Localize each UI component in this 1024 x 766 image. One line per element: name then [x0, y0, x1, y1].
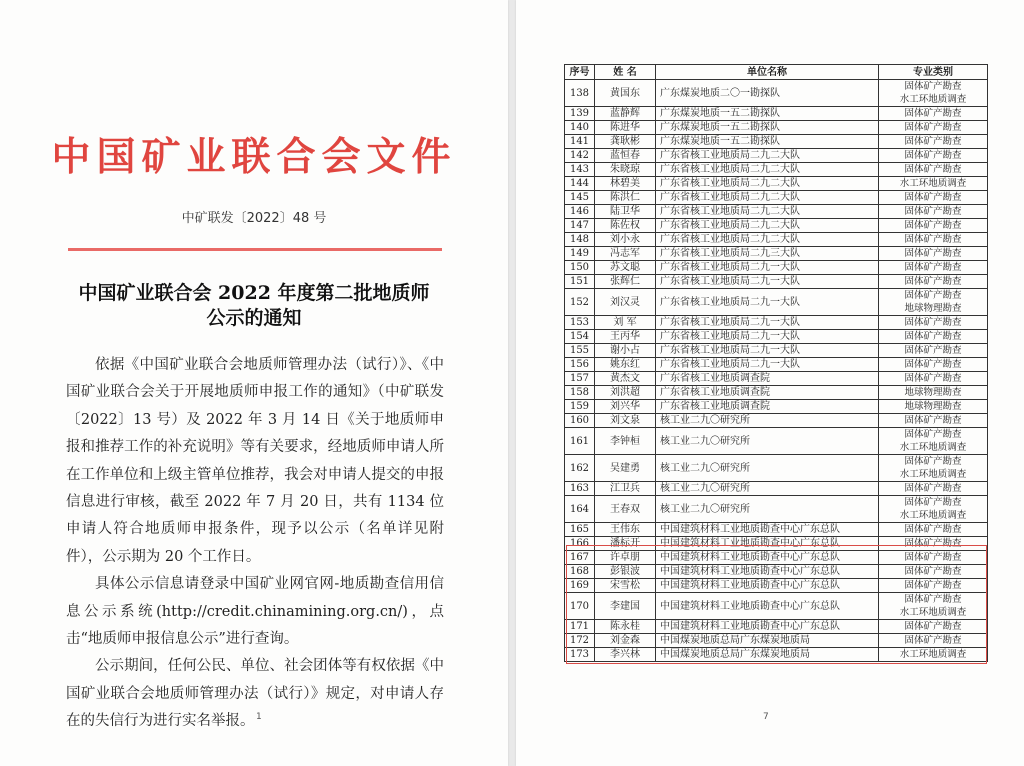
- category-label: 水工环地质调查: [899, 607, 967, 618]
- row-unit: 中国建筑材料工业地质勘查中心广东总队: [656, 565, 879, 579]
- row-name: 刘小永: [595, 233, 656, 247]
- row-category: [879, 191, 988, 205]
- row-serial: 157: [565, 372, 595, 386]
- row-serial: 171: [565, 620, 595, 634]
- category-label: 固体矿产勘查: [904, 497, 962, 508]
- row-name: 谢小占: [595, 344, 656, 358]
- row-serial: 159: [565, 400, 595, 414]
- row-name: 刘汉灵: [595, 289, 656, 316]
- row-serial: 139: [565, 107, 595, 121]
- category-label: 固体矿产勘查: [904, 524, 962, 535]
- row-unit: 广东省核工业地质局二九一大队: [656, 330, 879, 344]
- header-serial: 序号: [565, 65, 595, 80]
- row-name: 许卓朋: [595, 551, 656, 565]
- row-category: [879, 177, 988, 191]
- row-serial: 161: [565, 428, 595, 455]
- row-serial: 169: [565, 579, 595, 593]
- row-name: 冯志军: [595, 247, 656, 261]
- category-label: 水工环地质调查: [899, 442, 967, 453]
- category-label: 固体矿产勘查: [904, 290, 962, 301]
- category-label: 固体矿产勘查: [904, 248, 962, 259]
- row-serial: 138: [565, 80, 595, 107]
- header-unit: 单位名称: [656, 65, 879, 80]
- row-serial: 151: [565, 275, 595, 289]
- row-category: [879, 482, 988, 496]
- row-serial: 158: [565, 386, 595, 400]
- row-unit: 广东煤炭地质一五二勘探队: [656, 135, 879, 149]
- table-row: [565, 135, 988, 149]
- row-serial: 162: [565, 455, 595, 482]
- row-name: 刘金森: [595, 634, 656, 648]
- row-serial: 154: [565, 330, 595, 344]
- row-serial: 172: [565, 634, 595, 648]
- row-category: [879, 648, 988, 662]
- row-category: [879, 233, 988, 247]
- row-category: [879, 414, 988, 428]
- category-label: 固体矿产勘查: [904, 317, 962, 328]
- table-row: [565, 149, 988, 163]
- category-label: 固体矿产勘查: [904, 415, 962, 426]
- category-label: 水工环地质调查: [899, 178, 967, 189]
- row-category: [879, 261, 988, 275]
- row-serial: 170: [565, 593, 595, 620]
- row-category: [879, 593, 988, 620]
- row-unit: 广东省核工业地质局二九二大队: [656, 191, 879, 205]
- category-label: 固体矿产勘查: [904, 594, 962, 605]
- document-number: 中矿联发〔2022〕48 号: [181, 211, 327, 226]
- row-category: [879, 247, 988, 261]
- row-unit: 中国煤炭地质总局广东煤炭地质局: [656, 648, 879, 662]
- row-category: [879, 428, 988, 455]
- category-label: 固体矿产勘查: [904, 429, 962, 440]
- row-category: [879, 289, 988, 316]
- header-category: 专业类别: [879, 65, 988, 80]
- row-category: [879, 455, 988, 482]
- table-row: [565, 289, 988, 316]
- table-row: [565, 551, 988, 565]
- row-category: [879, 523, 988, 537]
- row-unit: 广东省核工业地质调查院: [656, 372, 879, 386]
- page-number: 1: [256, 712, 262, 722]
- row-name: 朱晓琼: [595, 163, 656, 177]
- row-name: 潘标开: [595, 537, 656, 551]
- row-name: 宋雪松: [595, 579, 656, 593]
- row-serial: 155: [565, 344, 595, 358]
- category-label: 地球物理勘查: [904, 387, 962, 398]
- roster-body: [565, 80, 988, 662]
- table-header-row: [565, 65, 988, 80]
- row-serial: 166: [565, 537, 595, 551]
- category-label: 固体矿产勘查: [904, 108, 962, 119]
- row-name: 陆卫华: [595, 205, 656, 219]
- row-category: [879, 537, 988, 551]
- row-serial: 143: [565, 163, 595, 177]
- category-label: 固体矿产勘查: [904, 164, 962, 175]
- row-unit: 广东煤炭地质二〇一勘探队: [656, 80, 879, 107]
- row-name: 李兴林: [595, 648, 656, 662]
- row-name: 张辉仁: [595, 275, 656, 289]
- table-row: [565, 261, 988, 275]
- category-label: 固体矿产勘查: [904, 331, 962, 342]
- row-serial: 168: [565, 565, 595, 579]
- row-name: 王伟东: [595, 523, 656, 537]
- table-row: [565, 428, 988, 455]
- row-name: 李建国: [595, 593, 656, 620]
- row-unit: 广东省核工业地质局二九二大队: [656, 233, 879, 247]
- roster-page-right: [516, 0, 1024, 766]
- row-name: 刘文泉: [595, 414, 656, 428]
- row-category: [879, 80, 988, 107]
- row-serial: 148: [565, 233, 595, 247]
- row-name: 苏文聪: [595, 261, 656, 275]
- row-category: [879, 386, 988, 400]
- row-category: [879, 219, 988, 233]
- category-label: 固体矿产勘查: [904, 580, 962, 591]
- row-serial: 153: [565, 316, 595, 330]
- category-label: 地球物理勘查: [904, 303, 962, 314]
- table-row: [565, 344, 988, 358]
- row-unit: 广东省核工业地质局二九一大队: [656, 289, 879, 316]
- row-serial: 149: [565, 247, 595, 261]
- row-serial: 152: [565, 289, 595, 316]
- row-unit: 广东省核工业地质局二九一大队: [656, 261, 879, 275]
- row-category: [879, 275, 988, 289]
- row-name: 王丙华: [595, 330, 656, 344]
- row-name: 蓝恒春: [595, 149, 656, 163]
- row-serial: 144: [565, 177, 595, 191]
- row-unit: 广东省核工业地质局二九二大队: [656, 149, 879, 163]
- category-label: 固体矿产勘查: [904, 220, 962, 231]
- category-label: 水工环地质调查: [899, 469, 967, 480]
- row-name: 李钟桓: [595, 428, 656, 455]
- row-category: [879, 149, 988, 163]
- table-row: [565, 80, 988, 107]
- body-paragraph: 具体公示信息请登录中国矿业网官网-地质勘查信用信息公示系统(http://credit.chinamining.org.cn/)，点击“地质师申报信息公示”进行查询。: [66, 576, 444, 648]
- category-label: 固体矿产勘查: [904, 81, 962, 92]
- table-row: [565, 275, 988, 289]
- table-row: [565, 177, 988, 191]
- table-row: [565, 372, 988, 386]
- category-label: 固体矿产勘查: [904, 456, 962, 467]
- row-name: 陈永桂: [595, 620, 656, 634]
- table-row: [565, 634, 988, 648]
- row-category: [879, 316, 988, 330]
- row-unit: 广东省核工业地质局二九二大队: [656, 205, 879, 219]
- table-row: [565, 191, 988, 205]
- row-category: [879, 121, 988, 135]
- row-name: 黄国东: [595, 80, 656, 107]
- geologist-roster-table: [564, 64, 988, 662]
- row-category: [879, 163, 988, 177]
- notice-page-left: [0, 0, 508, 766]
- row-category: [879, 400, 988, 414]
- row-category: [879, 107, 988, 121]
- row-name: 陈进华: [595, 121, 656, 135]
- category-label: 固体矿产勘查: [904, 359, 962, 370]
- category-label: 水工环地质调查: [899, 649, 967, 660]
- category-label: 水工环地质调查: [899, 510, 967, 521]
- row-unit: 中国建筑材料工业地质勘查中心广东总队: [656, 593, 879, 620]
- row-unit: 核工业二九〇研究所: [656, 482, 879, 496]
- row-unit: 广东省核工业地质局二九三大队: [656, 247, 879, 261]
- table-row: [565, 455, 988, 482]
- row-serial: 146: [565, 205, 595, 219]
- table-row: [565, 496, 988, 523]
- row-category: [879, 634, 988, 648]
- body-paragraph: 依据《中国矿业联合会地质师管理办法（试行）》、《中国矿业联合会关于开展地质师申报工作的通知》（中矿联发〔2022〕13 号）及 2022 年 3 月 14 日《关于地质师申报和推荐工作的补充说明》等有关要求，经地质师申请人所在工作单位和上级主管单位推荐，我会对申请人提交的申报信息进行审核，截至 2022 年 7 月 20 日，共有 1134 位申请人符合地质师申报条件，现予以公示（名单详见附件），公示期为 20 个工作日。: [66, 357, 444, 565]
- row-category: [879, 205, 988, 219]
- table-row: [565, 579, 988, 593]
- category-label: 固体矿产勘查: [904, 483, 962, 494]
- table-row: [565, 620, 988, 634]
- category-label: 固体矿产勘查: [904, 621, 962, 632]
- table-row: [565, 330, 988, 344]
- row-unit: 广东煤炭地质一五二勘探队: [656, 107, 879, 121]
- category-label: 固体矿产勘查: [904, 150, 962, 161]
- row-category: [879, 135, 988, 149]
- row-unit: 广东省核工业地质调查院: [656, 400, 879, 414]
- row-unit: 核工业二九〇研究所: [656, 428, 879, 455]
- org-document-header: 中国矿业联合会文件: [51, 134, 457, 180]
- category-label: 地球物理勘查: [904, 401, 962, 412]
- row-name: 龚耿彬: [595, 135, 656, 149]
- table-row: [565, 358, 988, 372]
- category-label: 固体矿产勘查: [904, 345, 962, 356]
- red-divider-rule: [68, 248, 442, 251]
- row-unit: 中国建筑材料工业地质勘查中心广东总队: [656, 579, 879, 593]
- row-unit: 核工业二九〇研究所: [656, 414, 879, 428]
- row-serial: 160: [565, 414, 595, 428]
- table-row: [565, 219, 988, 233]
- row-name: 江卫兵: [595, 482, 656, 496]
- row-unit: 广东省核工业地质调查院: [656, 386, 879, 400]
- row-name: 陈佐权: [595, 219, 656, 233]
- table-row: [565, 163, 988, 177]
- table-row: [565, 205, 988, 219]
- row-serial: 156: [565, 358, 595, 372]
- row-unit: 广东省核工业地质局二九一大队: [656, 316, 879, 330]
- notice-title-line-2: 公示的通知: [206, 307, 302, 329]
- category-label: 固体矿产勘查: [904, 234, 962, 245]
- row-name: 蓝静辉: [595, 107, 656, 121]
- row-serial: 173: [565, 648, 595, 662]
- notice-title: [0, 281, 508, 331]
- table-row: [565, 537, 988, 551]
- table-row: [565, 121, 988, 135]
- row-unit: 中国建筑材料工业地质勘查中心广东总队: [656, 551, 879, 565]
- category-label: 固体矿产勘查: [904, 206, 962, 217]
- row-category: [879, 620, 988, 634]
- row-unit: 广东煤炭地质一五二勘探队: [656, 121, 879, 135]
- table-row: [565, 233, 988, 247]
- row-category: [879, 579, 988, 593]
- row-unit: 广东省核工业地质局二九一大队: [656, 344, 879, 358]
- page-number: 7: [763, 712, 769, 722]
- row-unit: 核工业二九〇研究所: [656, 496, 879, 523]
- row-name: 刘 军: [595, 316, 656, 330]
- row-unit: 中国建筑材料工业地质勘查中心广东总队: [656, 537, 879, 551]
- body-paragraph: 公示期间，任何公民、单位、社会团体等有权依据《中国矿业联合会地质师管理办法（试行）》规定，对申请人存在的失信行为进行实名举报。: [66, 658, 444, 730]
- table-row: [565, 648, 988, 662]
- category-label: 水工环地质调查: [899, 94, 967, 105]
- table-row: [565, 565, 988, 579]
- category-label: 固体矿产勘查: [904, 566, 962, 577]
- row-category: [879, 344, 988, 358]
- category-label: 固体矿产勘查: [904, 262, 962, 273]
- row-serial: 145: [565, 191, 595, 205]
- category-label: 固体矿产勘查: [904, 373, 962, 384]
- row-category: [879, 372, 988, 386]
- header-name: 姓 名: [595, 65, 656, 80]
- row-category: [879, 551, 988, 565]
- category-label: 固体矿产勘查: [904, 136, 962, 147]
- row-serial: 164: [565, 496, 595, 523]
- row-category: [879, 496, 988, 523]
- table-row: [565, 386, 988, 400]
- row-unit: 中国煤炭地质总局广东煤炭地质局: [656, 634, 879, 648]
- row-serial: 142: [565, 149, 595, 163]
- row-category: [879, 565, 988, 579]
- row-serial: 147: [565, 219, 595, 233]
- table-row: [565, 593, 988, 620]
- category-label: 固体矿产勘查: [904, 635, 962, 646]
- table-row: [565, 247, 988, 261]
- row-name: 彭银波: [595, 565, 656, 579]
- table-row: [565, 107, 988, 121]
- row-unit: 广东省核工业地质局二九二大队: [656, 163, 879, 177]
- table-row: [565, 482, 988, 496]
- row-name: 刘洪超: [595, 386, 656, 400]
- notice-body: [66, 352, 444, 736]
- row-name: 吴建勇: [595, 455, 656, 482]
- row-name: 王春双: [595, 496, 656, 523]
- notice-title-line-1: 中国矿业联合会 2022 年度第二批地质师: [78, 282, 430, 304]
- row-unit: 中国建筑材料工业地质勘查中心广东总队: [656, 620, 879, 634]
- row-unit: 广东省核工业地质局二九一大队: [656, 275, 879, 289]
- table-row: [565, 316, 988, 330]
- row-serial: 150: [565, 261, 595, 275]
- row-name: 刘兴华: [595, 400, 656, 414]
- category-label: 固体矿产勘查: [904, 538, 962, 549]
- table-row: [565, 400, 988, 414]
- row-unit: 广东省核工业地质局二九二大队: [656, 219, 879, 233]
- category-label: 固体矿产勘查: [904, 122, 962, 133]
- table-row: [565, 414, 988, 428]
- category-label: 固体矿产勘查: [904, 192, 962, 203]
- row-name: 陈洪仁: [595, 191, 656, 205]
- row-serial: 163: [565, 482, 595, 496]
- row-category: [879, 358, 988, 372]
- row-unit: 广东省核工业地质局二九二大队: [656, 177, 879, 191]
- row-serial: 140: [565, 121, 595, 135]
- row-name: 林碧美: [595, 177, 656, 191]
- row-serial: 167: [565, 551, 595, 565]
- row-category: [879, 330, 988, 344]
- row-serial: 141: [565, 135, 595, 149]
- category-label: 固体矿产勘查: [904, 552, 962, 563]
- row-name: 黄杰文: [595, 372, 656, 386]
- table-row: [565, 523, 988, 537]
- row-unit: 中国建筑材料工业地质勘查中心广东总队: [656, 523, 879, 537]
- category-label: 固体矿产勘查: [904, 276, 962, 287]
- row-serial: 165: [565, 523, 595, 537]
- row-unit: 核工业二九〇研究所: [656, 455, 879, 482]
- row-name: 姚东红: [595, 358, 656, 372]
- row-unit: 广东省核工业地质局二九一大队: [656, 358, 879, 372]
